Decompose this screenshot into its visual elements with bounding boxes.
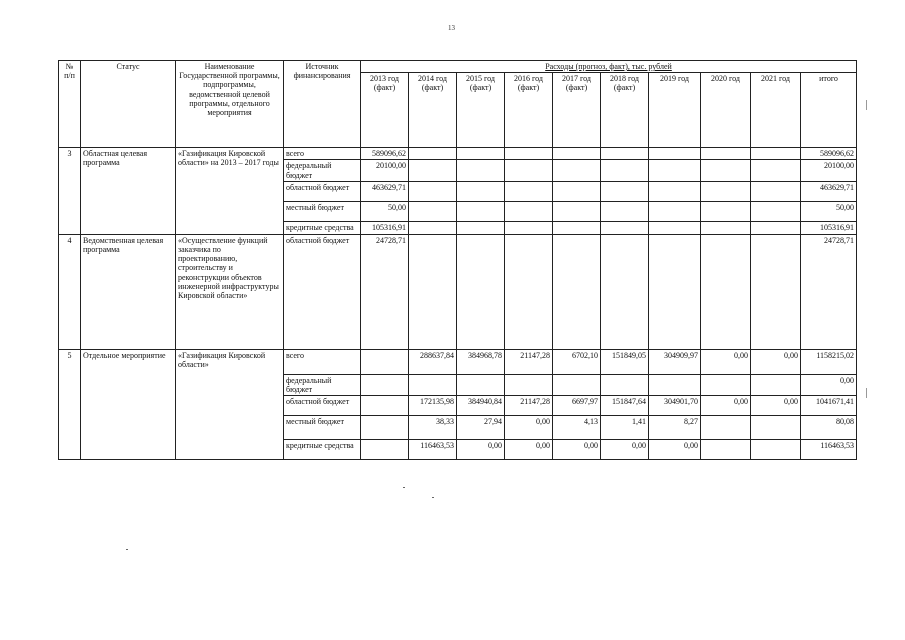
row-value: 38,33: [409, 416, 457, 440]
row-value: 105316,91: [361, 221, 409, 234]
row-program-name: «Осуществление функций заказчика по проектированию, строительству и реконструкции объектов инженерной инфраструктуры Кировской области»: [176, 234, 284, 349]
row-value: 21147,28: [505, 396, 553, 416]
scan-mark: [866, 388, 867, 398]
row-value: 0,00: [751, 349, 801, 374]
row-value: 6697,97: [553, 396, 601, 416]
row-value: 50,00: [801, 201, 857, 221]
row-value: 24728,71: [801, 234, 857, 349]
row-value: [701, 440, 751, 460]
row-value: 116463,53: [801, 440, 857, 460]
row-value: 463629,71: [361, 181, 409, 201]
header-num: № п/п: [59, 61, 81, 148]
row-value: [505, 374, 553, 395]
row-value: [409, 181, 457, 201]
row-value: 116463,53: [409, 440, 457, 460]
row-value: 105316,91: [801, 221, 857, 234]
row-value: [505, 201, 553, 221]
row-value: [601, 148, 649, 160]
header-expenses-label: Расходы (прогноз, факт), тыс. рублей: [545, 62, 672, 71]
row-value: [457, 181, 505, 201]
row-value: [701, 234, 751, 349]
row-number: 3: [59, 148, 81, 235]
row-value: [601, 201, 649, 221]
row-value: [553, 201, 601, 221]
row-value: [457, 234, 505, 349]
row-value: 0,00: [601, 440, 649, 460]
row-status: Отдельное мероприятие: [81, 349, 176, 459]
row-value: [505, 221, 553, 234]
row-value: [601, 374, 649, 395]
row-value: 288637,84: [409, 349, 457, 374]
row-value: [701, 416, 751, 440]
row-value: [409, 374, 457, 395]
row-value: [361, 396, 409, 416]
budget-table: [58, 60, 857, 460]
row-value: [505, 148, 553, 160]
row-value: 1041671,41: [801, 396, 857, 416]
row-value: [751, 148, 801, 160]
row-value: [505, 160, 553, 181]
row-funding-source: кредитные средства: [284, 221, 361, 234]
header-row: [59, 61, 857, 73]
row-value: 304901,70: [649, 396, 701, 416]
row-value: 1,41: [601, 416, 649, 440]
row-value: [751, 201, 801, 221]
row-value: [409, 234, 457, 349]
row-value: [701, 181, 751, 201]
row-value: [701, 374, 751, 395]
row-funding-source: местный бюджет: [284, 416, 361, 440]
row-value: 589096,62: [361, 148, 409, 160]
row-value: 0,00: [505, 416, 553, 440]
row-value: [553, 148, 601, 160]
row-value: [601, 160, 649, 181]
header-year: 2020 год: [701, 73, 751, 148]
row-value: [751, 440, 801, 460]
row-value: [701, 148, 751, 160]
row-value: [361, 440, 409, 460]
table-row: [59, 148, 857, 160]
row-number: 5: [59, 349, 81, 459]
row-value: [409, 201, 457, 221]
row-value: 80,08: [801, 416, 857, 440]
row-value: [649, 221, 701, 234]
row-value: [457, 201, 505, 221]
row-value: 0,00: [701, 349, 751, 374]
row-value: 384940,84: [457, 396, 505, 416]
header-expenses: [361, 61, 857, 73]
row-funding-source: всего: [284, 349, 361, 374]
row-funding-source: областной бюджет: [284, 181, 361, 201]
header-year: 2013 год (факт): [361, 73, 409, 148]
row-value: [751, 416, 801, 440]
row-value: 21147,28: [505, 349, 553, 374]
row-value: [751, 181, 801, 201]
row-value: [553, 221, 601, 234]
header-year: 2017 год (факт): [553, 73, 601, 148]
row-value: [409, 160, 457, 181]
scan-mark: [866, 100, 867, 110]
row-value: [649, 234, 701, 349]
row-value: 50,00: [361, 201, 409, 221]
row-value: [457, 160, 505, 181]
row-value: [751, 374, 801, 395]
row-value: 8,27: [649, 416, 701, 440]
header-year: 2021 год: [751, 73, 801, 148]
row-value: [649, 160, 701, 181]
row-value: [701, 201, 751, 221]
row-value: [751, 160, 801, 181]
row-value: [601, 181, 649, 201]
row-value: [457, 374, 505, 395]
row-funding-source: областной бюджет: [284, 234, 361, 349]
row-value: 20100,00: [361, 160, 409, 181]
table-row: [59, 234, 857, 349]
row-value: 151847,64: [601, 396, 649, 416]
row-value: [505, 234, 553, 349]
scan-mark: [403, 487, 405, 488]
row-value: 4,13: [553, 416, 601, 440]
header-year: 2019 год: [649, 73, 701, 148]
row-value: [553, 181, 601, 201]
row-value: [751, 221, 801, 234]
row-value: [553, 160, 601, 181]
row-value: 0,00: [505, 440, 553, 460]
row-value: [361, 349, 409, 374]
row-value: [505, 181, 553, 201]
row-value: [649, 374, 701, 395]
scan-mark: [126, 549, 128, 550]
header-year: 2016 год (факт): [505, 73, 553, 148]
row-value: [751, 234, 801, 349]
row-value: 384968,78: [457, 349, 505, 374]
row-number: 4: [59, 234, 81, 349]
row-value: [649, 201, 701, 221]
row-value: 20100,00: [801, 160, 857, 181]
row-value: [649, 181, 701, 201]
row-value: [701, 221, 751, 234]
row-funding-source: местный бюджет: [284, 201, 361, 221]
row-funding-source: федеральный бюджет: [284, 374, 361, 395]
row-value: 0,00: [801, 374, 857, 395]
header-name: Наименование Государственной программы, подпрограммы, ведомственной целевой программы, отдельного мероприятия: [176, 61, 284, 148]
row-value: [409, 148, 457, 160]
row-value: 0,00: [701, 396, 751, 416]
row-value: 172135,98: [409, 396, 457, 416]
row-funding-source: всего: [284, 148, 361, 160]
header-year: 2018 год (факт): [601, 73, 649, 148]
row-funding-source: областной бюджет: [284, 396, 361, 416]
row-value: 6702,10: [553, 349, 601, 374]
row-value: [409, 221, 457, 234]
header-year: 2015 год (факт): [457, 73, 505, 148]
row-value: [457, 221, 505, 234]
row-value: [553, 374, 601, 395]
row-value: 589096,62: [801, 148, 857, 160]
row-status: Областная целевая программа: [81, 148, 176, 235]
row-value: [649, 148, 701, 160]
table-row: [59, 349, 857, 374]
row-funding-source: федеральный бюджет: [284, 160, 361, 181]
row-value: [361, 416, 409, 440]
row-value: 0,00: [649, 440, 701, 460]
row-value: 151849,05: [601, 349, 649, 374]
row-value: 304909,97: [649, 349, 701, 374]
row-value: 463629,71: [801, 181, 857, 201]
row-value: [457, 148, 505, 160]
row-value: [553, 234, 601, 349]
header-status: Статус: [81, 61, 176, 148]
row-value: [701, 160, 751, 181]
row-status: Ведомственная целевая программа: [81, 234, 176, 349]
scan-mark: [432, 497, 434, 498]
row-value: 0,00: [457, 440, 505, 460]
header-year: итого: [801, 73, 857, 148]
row-program-name: «Газификация Кировской области»: [176, 349, 284, 459]
row-value: [601, 221, 649, 234]
row-value: 27,94: [457, 416, 505, 440]
row-value: 24728,71: [361, 234, 409, 349]
header-year: 2014 год (факт): [409, 73, 457, 148]
row-value: [361, 374, 409, 395]
header-source: Источник финансирования: [284, 61, 361, 148]
row-value: [601, 234, 649, 349]
row-funding-source: кредитные средства: [284, 440, 361, 460]
page-number: 13: [448, 24, 455, 32]
row-program-name: «Газификация Кировской области» на 2013 – 2017 годы: [176, 148, 284, 235]
row-value: 0,00: [751, 396, 801, 416]
row-value: 0,00: [553, 440, 601, 460]
row-value: 1158215,02: [801, 349, 857, 374]
